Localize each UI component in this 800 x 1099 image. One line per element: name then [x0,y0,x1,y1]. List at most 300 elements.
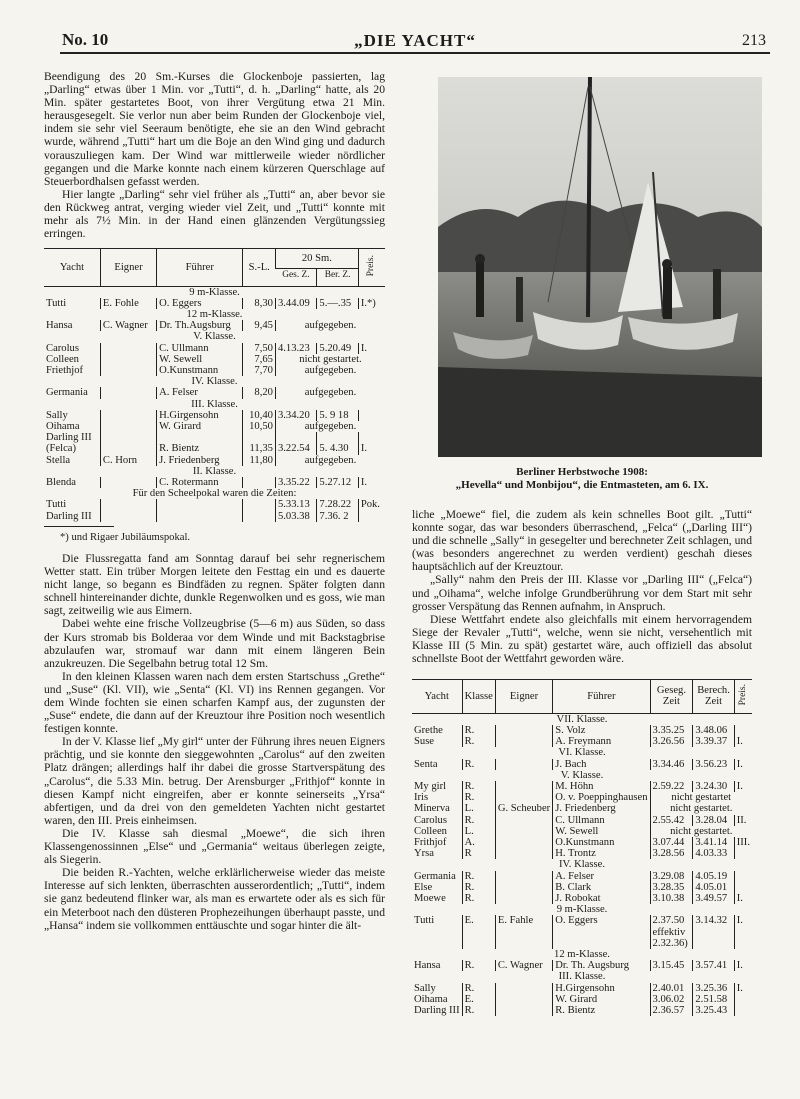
class-heading-row [412,859,752,870]
table-row [412,725,752,736]
table-row [44,387,385,398]
cell-y: Colleen [414,825,447,837]
cell-f: Dr. Th.Augsburg [157,320,243,331]
cell-f: A. Freymann [553,736,650,747]
right-column [412,508,752,1016]
cell-f: O. v. Poeppinghausen [553,792,650,803]
cell-p: I. [734,915,752,926]
paragraph: Dabei wehte eine frische Vollzeugbrise (5—6 m) aus Süden, so dass der Kurs stromab bis Bolderaa vor dem Winde und mit Backstagbrise abzulaufen war, stromauf war dann mit einem längeren Bein anzukreuzen. Die Segelbahn betrug total 12 Sm. [44,617,385,670]
cell-y: Colleen [46,353,79,365]
cell-y: Sally [414,982,436,994]
cell-g: effektiv [650,927,693,938]
cell-e [495,781,552,792]
paragraph: In der V. Klasse lief „My girl“ unter der Führung ihres neuen Eigners prächtig, und sie konnte den sieggewohnten „Carolus“ auf den zweiten Platz drängen; allerdings half ihr dabei die grosse Startverspätung des „Carolus“, die 5.33 Min. betrug. Der Arensburger „Frithjof“ konnte in diesen Kampf nicht eingreifen, aber er konnte seinerseits „Yrsa“ abfertigen, und da drei von den gemeldeten Yachten nicht gestartet waren, den III. Preis einheimsen. [44,735,385,827]
cell-g: 2.40.01 [650,983,693,994]
cell-b: 5.27.12 [317,477,358,488]
cell-s [243,511,275,522]
cell-g: 3.29.08 [650,871,693,882]
cell-y: Carolus [46,342,79,354]
class-heading-row [412,713,752,725]
cell-e [495,882,552,893]
cell-g: 4.13.23 [275,343,316,354]
cell-p: I. [734,983,752,994]
cell-y: Tutti [46,499,67,511]
cell-b: 3.24.30 [693,781,734,792]
cell-p: I. [734,759,752,770]
table-row [412,927,752,938]
cell-e [100,477,156,488]
cell-g: 3.35.25 [650,725,693,736]
cell-b: 5.20.49 [317,343,358,354]
cell-s [243,499,275,510]
paragraph: Diese Wettfahrt endete also gleichfalls mit einem hervorragendem Siege der Revaler „Tutti“, welche, wenn sie nicht, versehentlich mit Klasse III (5 Min. zu spät) gestartet wäre, auch offiziell das absolut schnellste Boot der Wettfahrt geworden wäre. [412,612,752,666]
cell-g: aufgegeben. [275,365,385,376]
cell-e [100,365,156,376]
class-heading-row [44,399,385,410]
class-heading: 9 m-Klasse. [189,286,240,298]
cell-b: 4.05.19 [693,871,734,882]
cell-f: O. Eggers [553,915,650,926]
cell-b: 3.56.23 [693,759,734,770]
class-heading: 12 m-Klasse. [554,948,610,960]
class-heading-row [412,949,752,960]
caption-line: „Hevella“ und Monbijou“, die Entmasteten, am 6. IX. [455,478,709,491]
cell-y: Grethe [414,724,443,736]
cell-y [412,938,462,949]
cell-b: 3.28.04 [693,815,734,826]
col-eigner: Eigner [100,249,156,286]
cell-g: 3.07.44 [650,837,693,848]
cell-k: E. [462,994,495,1005]
class-heading: VII. Klasse. [556,713,608,725]
class-heading-row [412,770,752,781]
cell-p [734,725,752,736]
cell-f: O. Eggers [157,298,243,309]
cell-y: Oihama [414,993,448,1005]
cell-g: 3.35.22 [275,477,316,488]
cell-e [495,938,552,949]
cell-g: 2.37.50 [650,915,693,926]
class-heading: VI. Klasse. [558,747,606,759]
cell-e: C. Wagner [100,320,156,331]
cell-f: C. Rotermann [157,477,243,488]
table-row [412,994,752,1005]
cell-g: 2.55.42 [650,815,693,826]
table-row [412,781,752,792]
cell-p: III. [734,837,752,848]
cell-e [100,499,156,510]
cell-b: 4.03.33 [693,848,734,859]
cell-g: aufgegeben. [275,387,385,398]
table-row [44,455,385,466]
cell-p [358,432,385,443]
cell-g: nicht gestartet. [275,354,385,365]
class-heading-row [44,286,385,298]
cell-f: H.Girgensohn [157,410,243,421]
cell-b: 4.05.01 [693,882,734,893]
col-sl: S.-L. [243,249,275,286]
cell-f [553,938,650,949]
cell-f [157,499,243,510]
table-row [412,736,752,747]
cell-g: 3.28.56 [650,848,693,859]
cell-g: nicht gestartet. [650,803,752,814]
cell-s: 11,80 [243,455,275,466]
table-row [412,893,752,904]
cell-f: C. Ullmann [553,815,650,826]
cell-y: Germania [414,870,456,882]
cell-e [495,725,552,736]
class-heading: II. Klasse. [192,465,237,477]
table-row [412,1005,752,1016]
cell-g: aufgegeben. [275,455,385,466]
cell-y: Iris [414,792,429,804]
cell-b: 3.25.36 [693,983,734,994]
cell-s: 9,45 [243,320,275,331]
cell-e [100,421,156,432]
col-ber: Ber. Z. [317,269,358,286]
table-row [44,298,385,309]
yacht-photo [438,77,762,457]
cell-e [495,815,552,826]
cell-f: J. Friedenberg [553,803,650,814]
cell-b: 3.57.41 [693,960,734,971]
cell-e: E. Fahle [495,915,552,926]
cell-p: II. [734,815,752,826]
cell-b: 5. 9 18 [317,410,358,421]
cell-f: W. Girard [157,421,243,432]
table-row [44,499,385,510]
cell-e [100,432,156,443]
col-fuehrer: Führer [157,249,243,286]
cell-e: G. Scheuber [495,803,552,814]
cell-k [462,927,495,938]
cell-e [495,848,552,859]
cell-y: Oihama [46,421,80,433]
photo-illustration [438,77,762,457]
cell-y: Darling III [414,1004,460,1016]
class-heading: IV. Klasse. [558,859,605,871]
cell-e [495,994,552,1005]
cell-y: (Felca) [46,443,76,455]
cell-b: 5.—.35 [317,298,358,309]
table-row [412,759,752,770]
cell-y: Tutti [414,915,435,927]
cell-f: W. Girard [553,994,650,1005]
cell-k: L. [462,826,495,837]
cell-f: J. Friedenberg [157,455,243,466]
cell-s: 8,30 [243,298,275,309]
col-berech: Berech. Zeit [693,680,734,714]
table-row [44,432,385,443]
cell-y: Tutti [46,297,67,309]
cell-g: 5.03.38 [275,511,316,522]
magazine-title: „DIE YACHT“ [354,31,476,50]
cell-y: Darling III [46,432,92,444]
cell-s [243,432,275,443]
cell-f: S. Volz [553,725,650,736]
cell-g: 2.59.22 [650,781,693,792]
cell-f: J. Robokat [553,893,650,904]
table-row [412,815,752,826]
cell-b [693,927,734,938]
cell-p: I. [358,477,385,488]
class-heading-row [412,904,752,915]
cell-f: A. Felser [157,387,243,398]
cell-b: 3.48.06 [693,725,734,736]
cell-p: I. [734,736,752,747]
cell-y: Germania [46,387,88,399]
cell-y: Friethjof [46,365,84,377]
issue-number: No. 10 [62,30,109,49]
cell-k: R. [462,960,495,971]
col-geseg: Geseg. Zeit [650,680,693,714]
cell-p [734,938,752,949]
cell-p: I. [734,781,752,792]
cell-p [734,871,752,882]
header-rule [60,52,770,54]
cell-s [243,477,275,488]
class-heading: Für den Scheelpokal waren die Zeiten: [132,488,297,500]
class-heading-row [44,488,385,499]
cell-k: A. [462,837,495,848]
cell-y: Blenda [46,477,77,489]
table-row [412,871,752,882]
cell-y: Carolus [414,814,447,826]
footnote: *) und Rigaer Jubiläumspokal. [60,531,191,543]
cell-p: I.*) [358,298,385,309]
cell-p: I. [358,443,385,454]
class-heading-row [44,376,385,387]
cell-p [734,848,752,859]
cell-g: 2.36.57 [650,1005,693,1016]
cell-y: Moewe [414,892,446,904]
cell-k: R. [462,815,495,826]
cell-g: 3.34.20 [275,410,316,421]
cell-f: B. Clark [553,882,650,893]
table-row [412,915,752,926]
cell-b: 7.28.22 [317,499,358,510]
table-row [412,826,752,837]
cell-e [495,927,552,938]
col-preis: Preis. [358,249,385,286]
cell-b: 3.39.37 [693,736,734,747]
col-20sm: 20 Sm. [275,249,358,269]
table-row [412,983,752,994]
paragraph: Die beiden R.-Yachten, welche erklärlicherweise wieder das meiste Interesse auf sich lenkten, überraschten ausserordentlich; „Tutti“, indem sie ganz bedeutend flinker war, als man es erwartete oder als es sich für ein Meterboot nach den düsteren Prophezeihungen überhaupt passte, und „Hansa“ indem sie vollkommen enttäuschte und sogar hinter die ält- [44,866,385,932]
table-row [44,511,385,522]
cell-k: R. [462,983,495,994]
cell-p: Pok. [358,499,385,510]
class-heading-row [44,309,385,320]
cell-s: 10,40 [243,410,275,421]
cell-f: J. Bach [553,759,650,770]
table-row [44,443,385,454]
table-row [44,410,385,421]
cell-b: 3.14.32 [693,915,734,926]
table-2-body [412,713,752,1016]
cell-p [734,927,752,938]
cell-y: Darling III [46,510,92,522]
col-yacht: Yacht [412,680,462,714]
cell-g: 3.10.38 [650,893,693,904]
cell-b: 3.41.14 [693,837,734,848]
cell-f: W. Sewell [553,826,650,837]
cell-e [495,759,552,770]
cell-p: I. [734,960,752,971]
cell-k: R [462,848,495,859]
cell-e [495,736,552,747]
class-heading: V. Klasse. [193,331,236,343]
cell-g [275,432,316,443]
cell-k: R. [462,1005,495,1016]
class-heading-row [44,466,385,477]
class-heading-row [412,971,752,982]
cell-g: aufgegeben. [275,421,385,432]
cell-k: R. [462,792,495,803]
results-table-1 [44,248,385,522]
cell-k: R. [462,736,495,747]
cell-e [495,871,552,882]
class-heading: 9 m-Klasse. [556,904,608,916]
cell-g: 5.33.13 [275,499,316,510]
cell-e [100,443,156,454]
cell-e: C. Wagner [495,960,552,971]
cell-e [495,826,552,837]
col-klasse: Klasse [462,680,495,714]
cell-p [358,511,385,522]
cell-e: C. Horn [100,455,156,466]
table-row [44,477,385,488]
cell-y: Suse [414,736,435,748]
class-heading-row [44,331,385,342]
cell-b: 3.25.43 [693,1005,734,1016]
cell-g: 3.44.09 [275,298,316,309]
cell-s: 10,50 [243,421,275,432]
cell-y: Senta [414,758,438,770]
cell-s: 7,65 [243,354,275,365]
col-eigner: Eigner [495,680,552,714]
cell-s: 7,50 [243,343,275,354]
cell-e [495,837,552,848]
cell-e [495,893,552,904]
cell-f [157,432,243,443]
cell-b: 5. 4.30 [317,443,358,454]
cell-b: 3.49.57 [693,893,734,904]
cell-e [100,511,156,522]
class-heading: V. Klasse. [560,769,604,781]
cell-f: R. Bientz [553,1005,650,1016]
cell-y: Sally [46,409,68,421]
cell-k: L. [462,803,495,814]
cell-k: R. [462,893,495,904]
cell-k: R. [462,882,495,893]
cell-g: 3.28.35 [650,882,693,893]
cell-y: Minerva [414,803,450,815]
results-table-2 [412,679,752,1016]
cell-y: Else [414,881,433,893]
col-preis: Preis. [734,680,752,714]
cell-f: H. Trontz [553,848,650,859]
table-row [412,837,752,848]
paragraph: Die IV. Klasse sah diesmal „Moewe“, die sich ihren Klassengenossinnen „Else“ und „Germania“ weitaus überlegen zeigte, als Siegerin. [44,826,385,867]
cell-f: W. Sewell [157,354,243,365]
table-row [412,938,752,949]
class-heading: III. Klasse. [191,398,238,410]
cell-k: R. [462,781,495,792]
cell-b [317,432,358,443]
cell-f: Dr. Th. Augsburg [553,960,650,971]
cell-f: O.Kunstmann [553,837,650,848]
cell-f [157,511,243,522]
cell-s: 11,35 [243,443,275,454]
cell-y: Stella [46,454,71,466]
paragraph: Die Flussregatta fand am Sonntag darauf bei sehr regnerischem Wetter statt. Ein trüber Morgen leitete den Festtag ein und es dauerte nicht lange, so begann es Bindfäden zu regnen. Später folgten dann schnell hintereinander dichte, dunkle Regenwolken und es goss, wie man sagt, zeitweilig wie aus Eimern. [44,551,385,618]
cell-p [734,994,752,1005]
table-row [44,421,385,432]
cell-g: 2.32.36) [650,938,693,949]
cell-k: E. [462,915,495,926]
col-fuehrer: Führer [553,680,650,714]
cell-e: E. Fohle [100,298,156,309]
cell-b [693,938,734,949]
cell-p [734,1005,752,1016]
table-row [412,848,752,859]
cell-y: Hansa [46,320,73,332]
cell-f: M. Höhn [553,781,650,792]
cell-y: Yrsa [414,848,435,860]
cell-p [734,882,752,893]
cell-p [358,410,385,421]
table-row [44,343,385,354]
class-heading: IV. Klasse. [191,376,238,388]
cell-g: 3.06.02 [650,994,693,1005]
class-heading: III. Klasse. [558,971,606,983]
cell-f [553,927,650,938]
cell-g: 3.15.45 [650,960,693,971]
cell-k: R. [462,871,495,882]
cell-y: My girl [414,780,447,792]
paragraph: In den kleinen Klassen waren nach dem ersten Startschuss „Grethe“ und „Suse“ (Kl. VII), wie „Senta“ (Kl. VI) ins Rennen gegangen. Vor dem Winde fochten sie einen scharfen Kampf aus, der zugunsten der „Suse“ endete, die dann auf der Kreuztour ihre Position noch wesentlich festigen konnte. [44,669,385,736]
cell-e [100,354,156,365]
paragraph: liche „Moewe“ fiel, die zudem als kein schnelles Boot gilt. „Tutti“ konnte sogar, das war besonders überraschend, „Felca“ („Darling III“) und die schnelle „Sally“ in gesegelter und berechneter Zeit schlagen, und (was besonders angerechnet zu werden verdient) geschah dieses hauptsächlich auf der Kreuztour. [412,508,752,574]
cell-p: I. [734,893,752,904]
cell-k [462,938,495,949]
cell-y [412,927,462,938]
cell-e [100,387,156,398]
cell-e [495,983,552,994]
paragraph: Hier langte „Darling“ sehr viel früher als „Tutti“ an, aber bevor sie den Rückweg antrat, verging wieder viel Zeit, und „Tutti“ konnte mit mehr als 7½ Min. in der Hand einen glänzenden Vergütungssieg erringen. [44,187,385,241]
cell-f: R. Bientz [157,443,243,454]
cell-y: Frithjof [414,836,447,848]
photo-caption [412,466,752,491]
cell-b: 7.36. 2 [317,511,358,522]
cell-g: 3.26.56 [650,736,693,747]
cell-g: 3.22.54 [275,443,316,454]
cell-y: Hansa [414,960,441,972]
col-ges: Ges. Z. [275,269,316,286]
cell-k: R. [462,759,495,770]
paragraph: „Sally“ nahm den Preis der III. Klasse vor „Darling III“ („Felca“) und „Oihama“, welche infolge Grundberührung vor dem Start mit sehr grosser Verspätung das Rennen aufnahm, in Anspruch. [412,573,752,613]
table-row [44,354,385,365]
class-heading-row [412,747,752,758]
paragraph: Beendigung des 20 Sm.-Kurses die Glockenboje passierten, lag „Darling“ etwas über 1 Min. vor „Tutti“, d. h. „Darling“ hatte, als 20 Min. später gestartetes Boot, von ihrer Vergütung etwa 21 Min. herausgesegelt. Sie verlor nun aber beim Runden der Glockenboje viel, indem sie sehr viel Seeraum benötigte, ehe sie an den Wind gebracht wurde, während „Tutti“ hart um die Boje an den Wind ging und dadurch vorauszuliegen kam. Der Wind war mittlerweile wieder nördlicher gegangen und die Marke konnte nach einem kürzeren Querschlage auf Steuerbordhalsen gefasst werden. [44,70,385,188]
col-yacht: Yacht [44,249,100,286]
cell-k: R. [462,725,495,736]
left-column [44,70,385,932]
table-1-body [44,286,385,522]
cell-e [495,1005,552,1016]
